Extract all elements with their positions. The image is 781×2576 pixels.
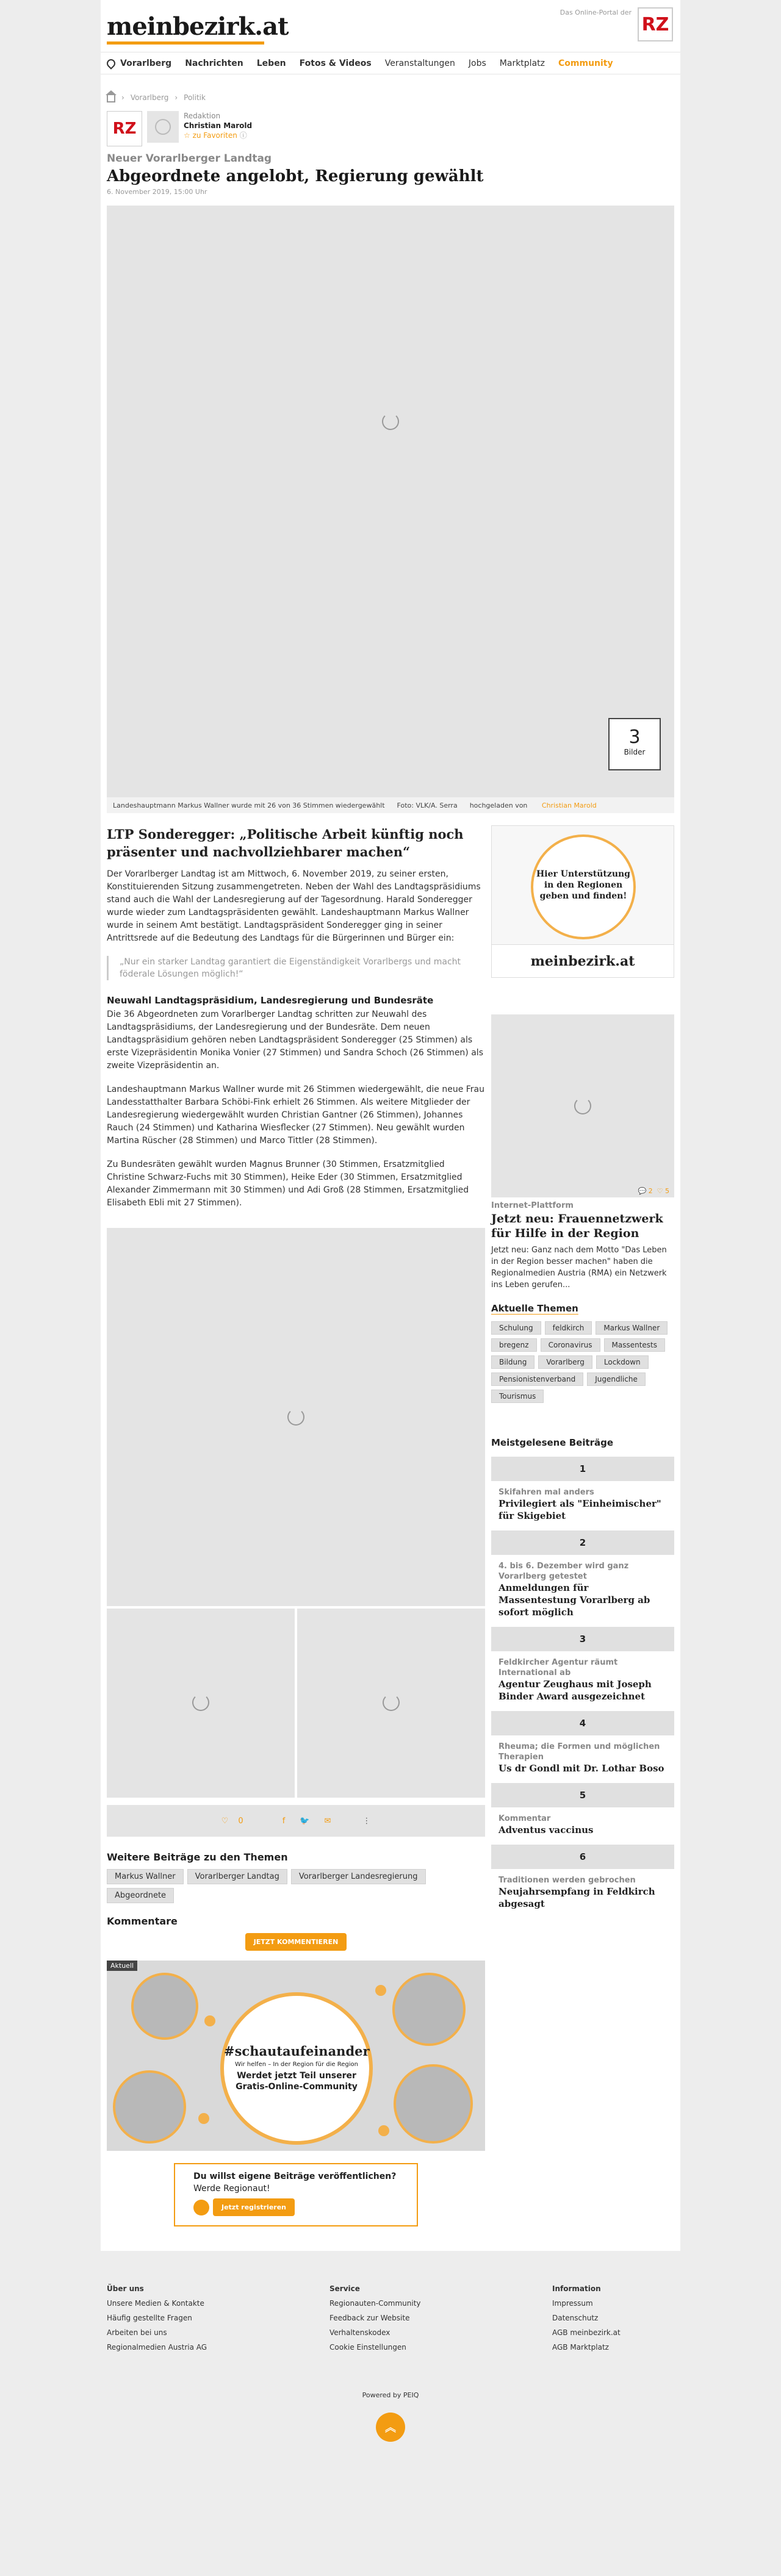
image-caption [107,797,674,813]
avatar-placeholder-icon [155,119,171,135]
topic-tag[interactable]: Pensionistenverband [491,1372,583,1386]
topic-tag[interactable]: Vorarlberger Landesregierung [291,1869,426,1884]
nav-item-marktplatz[interactable]: Marktplatz [499,58,545,68]
caption-text: Landeshauptmann Markus Wallner wurde mit 26 von 36 Stimmen wiedergewählt [113,801,385,809]
promo-sub: Wir helfen – In der Region für die Region [235,2061,358,2068]
like-count: 0 [238,1816,243,1826]
article-date: 6. November 2019, 15:00 Uhr [107,188,207,196]
sidebar [491,825,674,2251]
avatar[interactable] [147,111,179,143]
image-count-badge[interactable] [608,718,661,770]
rank-number: 6 [491,1845,674,1869]
footer-heading: Information [552,2284,601,2293]
nav-item-fotos-videos[interactable]: Fotos & Videos [299,58,372,68]
current-topics-tags [491,1321,674,1407]
footer-link[interactable]: AGB meinbezirk.at [552,2328,621,2337]
network-dot [375,1985,386,1996]
promo-badge: Aktuell [107,1961,137,1971]
site-header [101,0,680,52]
most-read-item[interactable] [491,1627,674,1702]
topic-tag[interactable]: feldkirch [545,1321,592,1335]
add-favorite-label: zu Favoriten [192,131,237,140]
teaser-kicker: Internet-Plattform [491,1201,574,1210]
scroll-to-top-button[interactable] [376,2413,405,2442]
content-columns [101,813,680,2251]
footer-link[interactable]: Arbeiten bei uns [107,2328,167,2337]
author-name[interactable]: Christian Marold [184,121,253,130]
paragraph-2: Die 36 Abgeordneten zum Vorarlberger Landtag schritten zur Neuwahl des Landtagspräsidiums, der Landesregierung und der Bundesräte. Dem neuen Landtagspräsidium gehören neben Landtagspräsident Sonderegger (25 Stimmen) als erste Vizepräsidentin Monika Vonier (27 Stimmen) und Sandra Schoch (26 Stimmen) als zweite Vizepräsidentin an. [107,1010,483,1071]
article-image-small[interactable] [107,1609,295,1798]
register-button[interactable] [193,2198,295,2216]
rz-logo[interactable] [638,7,673,41]
teaser-title[interactable]: Jetzt neu: Frauennetzwerk für Hilfe in der Region [491,1212,663,1240]
author-info [184,111,252,145]
image-count: 3 [628,727,641,748]
loading-spinner-icon [287,1408,304,1426]
portal-tagline: Das Online-Portal der [560,9,632,16]
register-question: Du willst eigene Beiträge veröffentlichen? [193,2172,397,2181]
rank-title: Us dr Gondl mit Dr. Lothar Boso [498,1763,664,1774]
related-topics-title: Weitere Beiträge zu den Themen [107,1851,288,1863]
rank-title: Agentur Zeughaus mit Joseph Binder Award ausgezeichnet [498,1679,652,1702]
most-read-item[interactable] [491,1711,674,1774]
home-icon[interactable] [107,95,115,102]
breadcrumb-vorarlberg[interactable]: Vorarlberg [130,93,169,102]
paragraph-1: Der Vorarlberger Landtag ist am Mittwoch, 6. November 2019, zu seiner ersten, Konstituierenden Sitzung zusammengetreten. Neben der Wahl des Landtagspräsidiums stand auch die Wahl der Landesregierung auf der Tagesordnung. Harald Sonderegger wurde wieder zum Landtagspräsidenten gewählt. Landeshauptmann Markus Wallner wurde in seinem Amt bestätigt. Landtagspräsident Sonderegger ging in seiner Antrittsrede auf die Bedeutung des Landtags für die Bürgerinnen und Bürger ein: [107,869,481,943]
promo-photo [394,2064,473,2144]
nav-item-veranstaltungen[interactable]: Veranstaltungen [384,58,455,68]
nav-region[interactable] [107,59,171,68]
ad-logo: meinbezirk.at [492,944,674,977]
rank-number: 3 [491,1627,674,1651]
uploader-link[interactable]: Christian Marold [541,801,597,809]
nav-item-leben[interactable]: Leben [256,58,286,68]
author-logo-text: RZ [112,120,137,138]
rank-title: Privilegiert als "Einheimischer" für Skigebiet [498,1498,661,1521]
promo-hashtag: #schautaufeinander [224,2043,370,2059]
teaser-image[interactable] [491,1014,674,1197]
network-dot [204,2015,215,2026]
nav-item-nachrichten[interactable]: Nachrichten [185,58,243,68]
facebook-icon[interactable]: f [282,1816,286,1826]
network-dot [198,2113,209,2124]
loading-spinner-icon [192,1694,209,1711]
double-chevron-up-icon: ︽ [385,2421,396,2434]
rank-number: 4 [491,1711,674,1735]
network-dot [378,2125,389,2136]
twitter-icon[interactable]: 🐦 [300,1816,310,1826]
rank-kicker: Skifahren mal anders [498,1488,594,1497]
topic-tag[interactable]: Vorarlberg [538,1355,592,1369]
register-text: Werde Regionaut! [193,2184,270,2194]
loading-spinner-icon [382,413,399,430]
site-logo[interactable]: meinbezirk.at [107,12,289,41]
uploaded-by-text: hochgeladen von [469,801,528,809]
community-promo-banner[interactable] [107,1961,485,2151]
register-button-label: Jetzt registrieren [213,2198,295,2216]
author-role: Redaktion [184,112,221,120]
promo-cta: Werdet jetzt Teil unserer Gratis-Online-Community [236,2071,358,2092]
rank-number: 1 [491,1457,674,1481]
teaser-like-count: 5 [665,1187,669,1195]
topic-tag[interactable]: bregenz [491,1338,537,1352]
teaser-comment-count: 2 [648,1187,653,1195]
nav-region-label: Vorarlberg [120,58,172,68]
teaser-text: Jetzt neu: Ganz nach dem Motto "Das Leben in der Region besser machen" haben die Regionalmedien Austria (RMA) ein Netzwerk ins Leben gerufen... [491,1246,667,1290]
rank-kicker: 4. bis 6. Dezember wird ganz Vorarlberg getestet [498,1562,629,1581]
topic-tag[interactable]: Tourismus [491,1390,544,1403]
most-read-item[interactable] [491,1530,674,1618]
main-nav [101,52,680,74]
footer-col-service [329,2281,552,2355]
pull-quote: „Nur ein starker Landtag garantiert die Eigenständigkeit Vorarlbergs und macht föderale Lösungen möglich!“ [107,956,485,980]
photo-credit: Foto: VLK/A. Serra [397,801,458,809]
article-title: Abgeordnete angelobt, Regierung gewählt [107,167,484,185]
related-topics-tags [107,1869,485,1907]
breadcrumb-separator: › [121,93,124,102]
article-subtitle: LTP Sonderegger: „Politische Arbeit künftig noch präsenter und nachvollziehbarer machen“ [107,827,464,859]
community-icon [193,2200,209,2215]
rank-kicker: Rheuma; die Formen und möglichen Therapien [498,1742,660,1762]
topic-tag[interactable]: Lockdown [596,1355,649,1369]
section-heading: Neuwahl Landtagspräsidium, Landesregierung und Bundesräte [107,995,434,1006]
rank-title: Anmeldungen für Massentestung Vorarlberg ab sofort möglich [498,1582,650,1618]
footer-link[interactable]: Feedback zur Website [329,2313,410,2322]
article-image-large[interactable] [107,1228,485,1606]
comment-now-button[interactable]: JETZT KOMMENTIEREN [245,1933,347,1951]
topic-tag[interactable]: Markus Wallner [596,1321,668,1335]
teaser-meta: 💬 2 ♡ 5 [638,1187,669,1195]
footer-heading: Über uns [107,2284,144,2293]
more-options-icon[interactable]: ⋮ [362,1816,371,1826]
most-read-item[interactable] [491,1845,674,1910]
topic-tag[interactable]: Schulung [491,1321,541,1335]
article-kicker: Neuer Vorarlberger Landtag [107,152,272,165]
comments-title: Kommentare [107,1915,178,1927]
promo-photo [131,1973,198,2040]
add-favorite-link[interactable]: ☆ zu Favoriten ⓘ [184,131,247,140]
register-box [174,2163,418,2226]
rz-logo-text: RZ [641,13,669,35]
current-topics-title: Aktuelle Themen [491,1303,578,1314]
article-image-small[interactable] [297,1609,485,1798]
footer-link[interactable]: AGB Marktplatz [552,2342,609,2352]
rank-kicker: Feldkircher Agentur räumt International ab [498,1658,618,1677]
breadcrumb [101,74,680,102]
topic-tag[interactable]: Bildung [491,1355,534,1369]
nav-item-jobs[interactable]: Jobs [468,58,486,68]
page [101,0,680,2251]
paragraph-3: Landeshauptmann Markus Wallner wurde mit 26 Stimmen wiedergewählt, die neue Frau Landesstatthalter Barbara Schöbi-Fink erhielt 26 Stimmen. Als weitere Mitglieder der Landesregierung wiedergewählt wurden Christian Gantner (26 Stimmen), Johannes Rauch (24 Stimmen) und Katharina Wiesflecker (27 Stimmen). Neu gewählt wurden Martina Rüscher (28 Stimmen) und Marco Tittler (28 Stimmen). [107,1085,485,1146]
footer-link[interactable]: Unsere Medien & Kontakte [107,2298,204,2308]
rank-kicker: Traditionen werden gebrochen [498,1876,636,1885]
nav-item-community[interactable]: Community [558,58,613,68]
footer-link[interactable]: Datenschutz [552,2313,599,2322]
rank-title: Adventus vaccinus [498,1824,594,1835]
like-button[interactable]: ♡ 0 [221,1816,243,1826]
breadcrumb-separator: › [175,93,178,102]
topic-tag[interactable]: Vorarlberger Landtag [187,1869,287,1884]
footer-link[interactable]: Cookie Einstellungen [329,2342,406,2352]
author-logo[interactable] [107,111,142,146]
rank-title: Neujahrsempfang in Feldkirch abgesagt [498,1886,655,1909]
sidebar-ad[interactable] [491,825,674,978]
most-read-item[interactable] [491,1457,674,1522]
footer-link[interactable]: Häufig gestellte Fragen [107,2313,192,2322]
topic-tag[interactable]: Abgeordnete [107,1888,174,1903]
promo-photo [392,1973,466,2046]
promo-photo [113,2070,186,2144]
logo-underline [107,41,264,45]
promo-circle [220,1992,373,2145]
footer-link[interactable]: Regionalmedien Austria AG [107,2342,207,2352]
rank-kicker: Kommentar [498,1814,551,1823]
breadcrumb-politik[interactable]: Politik [184,93,206,102]
footer-col-about [107,2281,329,2355]
most-read-title: Meistgelesene Beiträge [491,1437,614,1448]
footer-link[interactable]: Regionauten-Community [329,2298,421,2308]
topic-tag[interactable]: Massentests [604,1338,666,1352]
article-body [107,825,485,2251]
loading-spinner-icon [383,1694,400,1711]
loading-spinner-icon [574,1097,591,1114]
ad-circle: Hier Unterstützung in den Regionen geben und finden! [531,834,636,939]
most-read-item[interactable] [491,1783,674,1836]
footer-link[interactable]: Impressum [552,2298,593,2308]
rank-number: 5 [491,1783,674,1807]
powered-by[interactable]: Powered by PEIQ [362,2391,419,2399]
footer-link[interactable]: Verhaltenskodex [329,2328,390,2337]
uploaded-by-label [470,802,609,809]
topic-tag[interactable]: Coronavirus [541,1338,600,1352]
article-image-row [107,1609,485,1798]
site-footer [101,2251,680,2355]
paragraph-4: Zu Bundesräten gewählt wurden Magnus Brunner (30 Stimmen, Ersatzmitglied Christine Schwarz-Fuchs mit 30 Stimmen), Heike Eder (30 Stimmen, Ersatzmitglied Alexander Zimmermann mit 30 Stimmen) und Adi Groß (28 Stimmen, Ersatzmitglied Elisabeth Ebli mit 27 Stimmen). [107,1160,469,1208]
rank-number: 2 [491,1530,674,1555]
image-count-label: Bilder [624,748,646,756]
article-gallery[interactable] [107,206,674,797]
author-box [101,102,680,145]
footer-heading: Service [329,2284,360,2293]
topic-tag[interactable]: Markus Wallner [107,1869,184,1884]
article-actions-bar [107,1805,485,1837]
footer-col-info [552,2281,674,2355]
location-pin-icon [105,57,117,70]
topic-tag[interactable]: Jugendliche [587,1372,646,1386]
mail-icon[interactable]: ✉ [324,1816,331,1826]
